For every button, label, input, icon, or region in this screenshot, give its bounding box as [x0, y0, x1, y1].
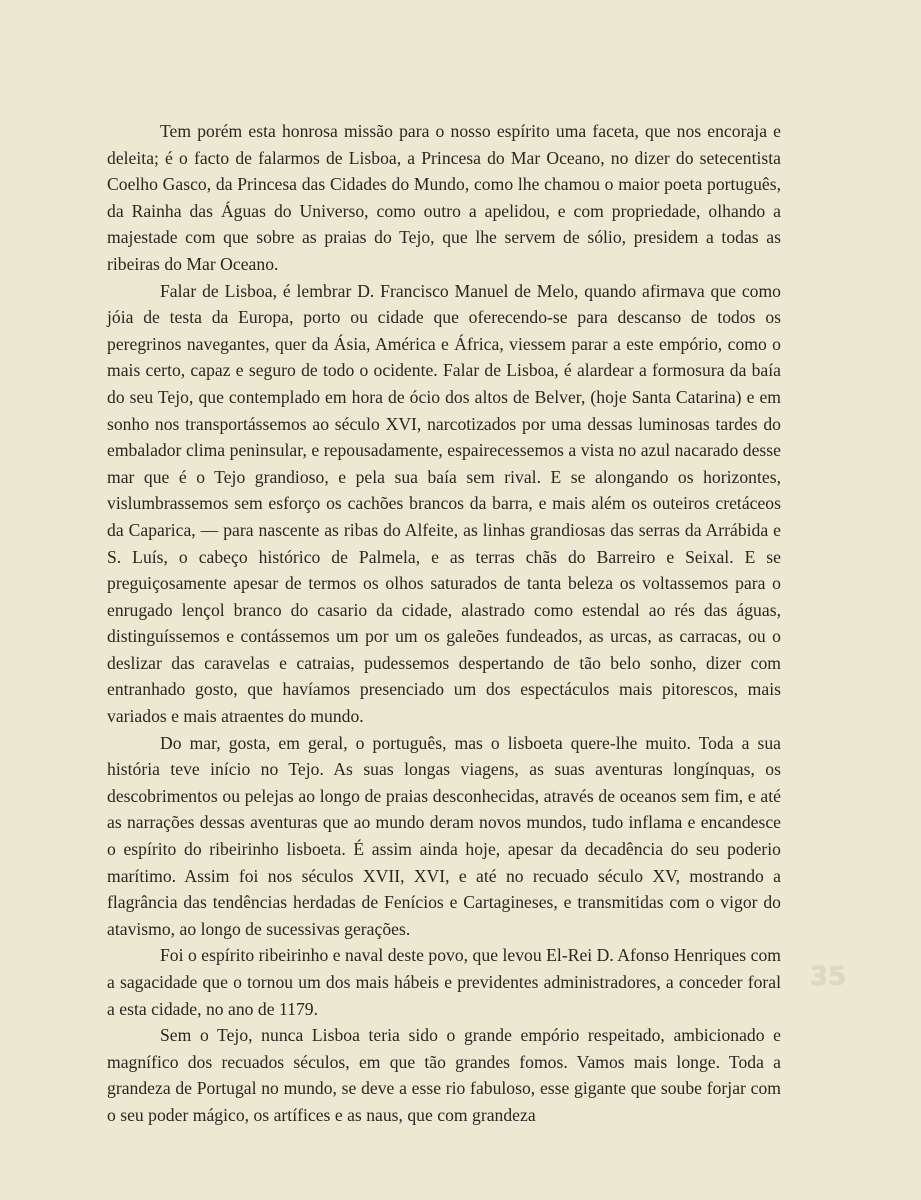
- page-number: 35: [810, 962, 847, 992]
- paragraph-3: Do mar, gosta, em geral, o português, mas o lisboeta quere-lhe muito. Toda a sua história teve início no Tejo. As suas longas viagens, as suas aventuras longínquas, os descobrimentos ou pelejas ao longo de praias desconhecidas, através de oceanos sem fim, e até as narrações dessas aventuras que ao mundo deram novos mundos, tudo inflama e encandesce o espírito do ribeirinho lisboeta. É assim ainda hoje, apesar da decadência do seu poderio marítimo. Assim foi nos séculos XVII, XVI, e até no recuado século XV, mostrando a flagrância das tendências herdadas de Fenícios e Cartagineses, e transmitidas com o vigor do atavismo, ao longo de sucessivas gerações.: [107, 732, 781, 939]
- paragraph-2: Falar de Lisboa, é lembrar D. Francisco Manuel de Melo, quando afirmava que como jóia de testa da Europa, porto ou cidade que oferecendo-se para descanso de todos os peregrinos navegantes, quer da Ásia, América e África, viessem parar a este empório, como o mais certo, capaz e seguro de todo o ocidente. Falar de Lisboa, é alardear a formosura da baía do seu Tejo, que contemplado em hora de ócio dos altos de Belver, (hoje Santa Catarina) e em sonho nos transportássemos ao século XVI, narcotizados por uma dessas luminosas tardes do embalador clima peninsular, e repousadamente, espairecessemos a vista no azul nacarado desse mar que é o Tejo grandioso, e pela sua baía sem rival. E se alongando os horizontes, vislumbrassemos sem esforço os cachões brancos da barra, e mais além os outeiros cretáceos da Caparica, — para nascente as ribas do Alfeite, as linhas grandiosas das serras da Arrábida e S. Luís, o cabeço histórico de Palmela, e as terras chãs do Barreiro e Seixal. E se preguiçosamente apesar de termos os olhos saturados de tanta beleza os voltassemos para o enrugado lençol branco do casario da cidade, alastrado como estendal ao rés das águas, distinguíssemos e contássemos um por um os galeões fundeados, as urcas, as carracas, ou o deslizar das caravelas e catraias, pudessemos despertando de tão belo sonho, dizer com entranhado gosto, que havíamos presenciado um dos espectáculos mais pitorescos, mais variados e mais atraentes do mundo.: [107, 280, 781, 727]
- paragraph-4: Foi o espírito ribeirinho e naval deste povo, que levou El-Rei D. Afonso Henriques com a sagacidade que o tornou um dos mais hábeis e previdentes administradores, a conceder foral a esta cidade, no ano de 1179.: [107, 945, 781, 1019]
- body-text: [107, 118, 781, 1129]
- paragraph-1: Tem porém esta honrosa missão para o nosso espírito uma faceta, que nos encoraja e deleita; é o facto de falarmos de Lisboa, a Princesa do Mar Oceano, no dizer do setecentista Coelho Gasco, da Princesa das Cidades do Mundo, como lhe chamou o maior poeta português, da Rainha das Águas do Universo, como outro a apelidou, e com propriedade, olhando a majestade com que sobre as praias do Tejo, que lhe servem de sólio, presidem a todas as ribeiras do Mar Oceano.: [107, 121, 781, 274]
- paragraph-5: Sem o Tejo, nunca Lisboa teria sido o grande empório respeitado, ambicionado e magnífico dos recuados séculos, em que tão grandes fomos. Vamos mais longe. Toda a grandeza de Portugal no mundo, se deve a esse rio fabuloso, esse gigante que soube forjar com o seu poder mágico, os artífices e as naus, que com grandeza: [107, 1025, 781, 1125]
